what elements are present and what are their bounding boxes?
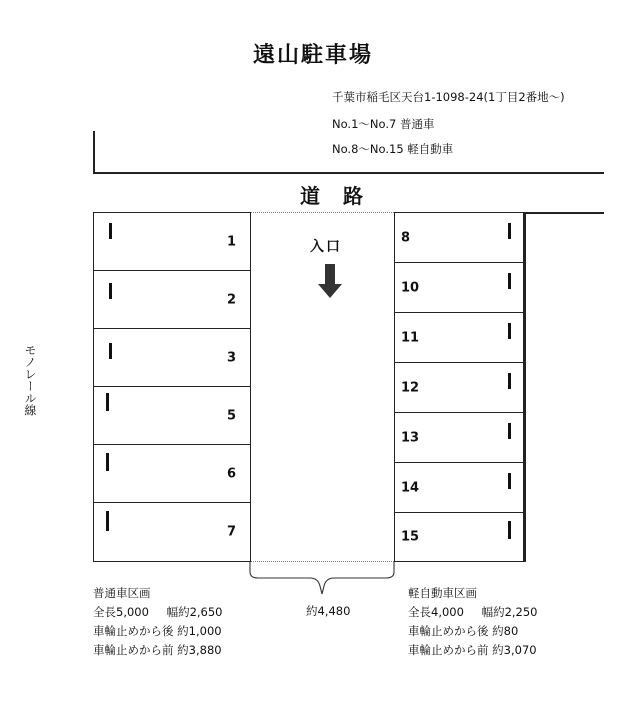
parking-spot-5: [93, 386, 251, 445]
wheel-stop: [508, 273, 511, 289]
parking-spot-7: [93, 502, 251, 562]
kei-front: 車輪止めから前 約3,070: [408, 643, 537, 657]
parking-spot-3: [93, 328, 251, 387]
entrance-label: 入口: [310, 239, 342, 255]
wheel-stop: [508, 473, 511, 489]
wheel-stop: [508, 373, 511, 389]
spot-number: 6: [226, 466, 236, 481]
spot-number: 2: [226, 292, 236, 307]
road-edge-right: [524, 212, 604, 214]
spot-number: 14: [401, 480, 420, 495]
entrance-arrow-icon: [318, 264, 342, 300]
kei-spec: [408, 584, 538, 660]
spot-number: 7: [226, 524, 236, 540]
parking-spot-12: [394, 362, 524, 413]
kei-length: 全長4,000: [408, 605, 464, 619]
standard-rear: 車輪止めから後 約1,000: [93, 624, 222, 638]
road-label: 道 路: [300, 184, 371, 208]
wheel-stop: [508, 223, 511, 239]
wheel-stop: [508, 521, 511, 539]
parking-spot-1: [93, 212, 251, 271]
spot-number: 11: [401, 330, 420, 345]
spot-number: 8: [401, 230, 411, 245]
road-edge-left: [93, 131, 95, 173]
wheel-stop: [109, 223, 112, 239]
wheel-stop: [109, 343, 112, 359]
page-title: 遠山駐車場: [252, 43, 373, 68]
wheel-stop: [106, 511, 109, 531]
spot-number: 5: [226, 408, 236, 423]
parking-spot-6: [93, 444, 251, 503]
aisle-width-brace: [248, 562, 396, 600]
kei-heading: 軽自動車区画: [408, 586, 477, 600]
kei-width: 幅約2,250: [481, 605, 538, 619]
wheel-stop: [508, 423, 511, 439]
parking-spot-13: [394, 412, 524, 463]
legend-kei: No.8～No.15 軽自動車: [332, 142, 454, 156]
standard-spec: [93, 584, 223, 660]
wheel-stop: [109, 283, 112, 299]
standard-heading: 普通車区画: [93, 586, 151, 600]
kei-rear: 車輪止めから後 約80: [408, 624, 519, 638]
monorail-label: モノレール線: [23, 344, 37, 416]
road-edge-top: [93, 172, 604, 174]
parking-spot-2: [93, 270, 251, 329]
wheel-stop: [508, 323, 511, 339]
wheel-stop: [106, 393, 109, 411]
parking-spot-15: [394, 512, 524, 562]
parking-spot-14: [394, 462, 524, 513]
spot-number: 12: [401, 380, 420, 395]
standard-width: 幅約2,650: [166, 605, 223, 619]
parking-spot-11: [394, 312, 524, 363]
parking-spot-8: [394, 212, 524, 263]
lot-edge-right: [524, 212, 526, 562]
address: 千葉市稲毛区天台1-1098-24(1丁目2番地～): [332, 90, 565, 104]
aisle-top-edge: [250, 212, 394, 213]
spot-number: 15: [401, 529, 420, 545]
aisle-width: 約4,480: [306, 604, 351, 618]
standard-length: 全長5,000: [93, 605, 149, 619]
spot-number: 10: [401, 280, 420, 295]
legend-standard: No.1～No.7 普通車: [332, 117, 435, 131]
standard-front: 車輪止めから前 約3,880: [93, 643, 222, 657]
wheel-stop: [106, 453, 109, 471]
spot-number: 13: [401, 430, 420, 445]
spot-number: 1: [226, 234, 236, 249]
parking-spot-10: [394, 262, 524, 313]
spot-number: 3: [226, 350, 236, 365]
